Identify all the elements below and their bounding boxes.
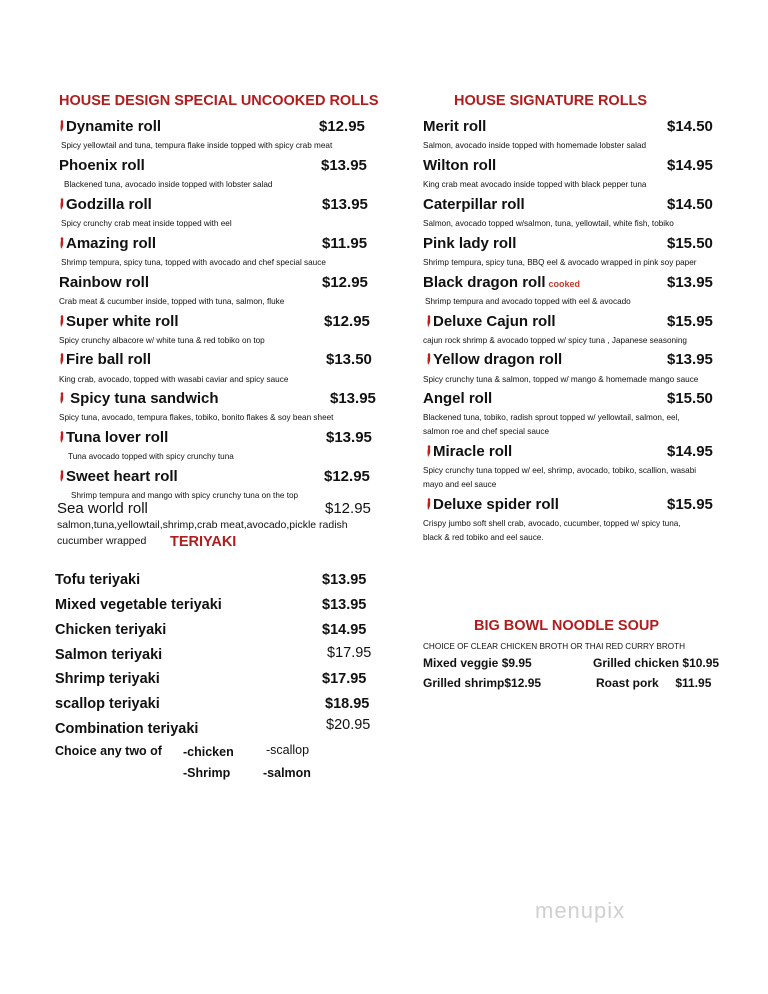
choice-option: -chicken <box>183 745 234 759</box>
menu-item-price: $12.95 <box>325 500 371 517</box>
menu-item-desc: black & red tobiko and eel sauce. <box>423 533 544 542</box>
menu-item-name: Super white roll <box>59 313 179 330</box>
menu-item-desc: salmon,tuna,yellowtail,shrimp,crab meat,avocado,pickle radish <box>57 519 348 531</box>
menu-item-desc: King crab meat avocado inside topped with black pepper tuna <box>423 180 647 189</box>
chili-pepper-icon <box>59 198 65 210</box>
menu-item-name: Sea world roll <box>57 500 148 517</box>
menu-item-name: Black dragon roll cooked <box>423 274 581 291</box>
menu-item-price: $15.50 <box>667 235 713 252</box>
teriyaki-item-name: Chicken teriyaki <box>55 622 167 638</box>
menu-item-name: Tuna lover roll <box>59 429 168 446</box>
teriyaki-item-price: $18.95 <box>325 696 370 712</box>
teriyaki-item-price: $13.95 <box>322 597 367 613</box>
chili-pepper-icon <box>59 392 65 404</box>
chili-pepper-icon <box>59 315 65 327</box>
teriyaki-item-price: $20.95 <box>326 717 371 733</box>
teriyaki-item-name: Combination teriyaki <box>55 721 199 737</box>
menu-item-desc: Blackened tuna, tobiko, radish sprout topped w/ yellowtail, salmon, eel, <box>423 413 680 422</box>
menu-item-name: Wilton roll <box>423 157 497 174</box>
menu-item-desc: Spicy crunchy crab meat inside topped with eel <box>61 219 232 228</box>
menu-item-desc: Crispy jumbo soft shell crab, avocado, cucumber, topped w/ spicy tuna, <box>423 519 681 528</box>
teriyaki-item-price: $13.95 <box>322 572 367 588</box>
menu-item-price: $14.50 <box>667 118 713 135</box>
teriyaki-item-name: scallop teriyaki <box>55 696 160 712</box>
noodle-item: Roast pork $11.95 <box>596 676 712 690</box>
chili-pepper-icon <box>426 315 432 327</box>
menu-item-name: Fire ball roll <box>59 351 151 368</box>
menu-item-desc: Crab meat & cucumber inside, topped with tuna, salmon, fluke <box>59 297 285 306</box>
menu-item-desc: Salmon, avocado inside topped with homemade lobster salad <box>423 141 647 150</box>
menu-item-desc: Spicy crunchy albacore w/ white tuna & red tobiko on top <box>59 336 265 345</box>
menu-item-desc: salmon roe and chef special sauce <box>423 427 550 436</box>
chili-pepper-icon <box>426 445 432 457</box>
menu-item-name: Angel roll <box>423 390 493 407</box>
noodle-item: Grilled chicken $10.95 <box>593 656 720 670</box>
menu-item-price: $12.95 <box>324 468 370 485</box>
menu-item-price: $14.95 <box>667 443 713 460</box>
menu-item-desc: Tuna avocado topped with spicy crunchy tuna <box>68 452 234 461</box>
menu-item-desc: Spicy tuna, avocado, tempura flakes, tobiko, bonito flakes & soy bean sheet <box>59 413 334 422</box>
menu-item-desc: cajun rock shrimp & avocado topped w/ spicy tuna , Japanese seasoning <box>423 336 687 345</box>
menu-item-price: $14.50 <box>667 196 713 213</box>
menu-item-name: Rainbow roll <box>59 274 149 291</box>
menu-item-price: $13.50 <box>326 351 372 368</box>
menu-item-name: Phoenix roll <box>59 157 145 174</box>
cooked-note: cooked <box>548 279 581 289</box>
menu-item-name: Spicy tuna sandwich <box>59 390 219 407</box>
menu-item-desc: Shrimp tempura, spicy tuna, BBQ eel & avocado wrapped in pink soy paper <box>423 258 697 267</box>
teriyaki-item-price: $14.95 <box>322 622 367 638</box>
menu-item-name: Yellow dragon roll <box>426 351 562 368</box>
menu-item-name: Pink lady roll <box>423 235 517 252</box>
menu-item-desc: Spicy crunchy tuna topped w/ eel, shrimp, avocado, tobiko, scallion, wasabi <box>423 466 697 475</box>
menu-item-price: $13.95 <box>322 196 368 213</box>
menu-item-name: Miracle roll <box>426 443 512 460</box>
menu-item-price: $15.95 <box>667 496 713 513</box>
menu-item-price: $13.95 <box>330 390 376 407</box>
noodle-heading: BIG BOWL NOODLE SOUP <box>474 618 660 634</box>
menu-item-desc: Shrimp tempura, spicy tuna, topped with avocado and chef special sauce <box>61 258 326 267</box>
menu-item-price: $15.50 <box>667 390 713 407</box>
menu-item-price: $15.95 <box>667 313 713 330</box>
menu-item-price: $12.95 <box>322 274 368 291</box>
chili-pepper-icon <box>59 353 65 365</box>
menu-item-price: $11.95 <box>322 235 368 252</box>
noodle-subheading: CHOICE OF CLEAR CHICKEN BROTH OR THAI RED CURRY BROTH <box>423 642 686 651</box>
chili-pepper-icon <box>426 353 432 365</box>
menu-item-desc: Blackened tuna, avocado inside topped with lobster salad <box>64 180 273 189</box>
teriyaki-item-name: Mixed vegetable teriyaki <box>55 597 222 613</box>
menu-item-name: Dynamite roll <box>59 118 161 135</box>
chili-pepper-icon <box>59 431 65 443</box>
menu-item-price: $14.95 <box>667 157 713 174</box>
teriyaki-item-name: Shrimp teriyaki <box>55 671 160 687</box>
chili-pepper-icon <box>59 470 65 482</box>
menu-item-name: Deluxe spider roll <box>426 496 559 513</box>
teriyaki-item-name: Tofu teriyaki <box>55 572 141 588</box>
menu-item-desc: Spicy crunchy tuna & salmon, topped w/ mango & homemade mango sauce <box>423 375 699 384</box>
chili-pepper-icon <box>426 498 432 510</box>
menu-item-price: $13.95 <box>326 429 372 446</box>
teriyaki-item-price: $17.95 <box>322 671 367 687</box>
choice-label: Choice any two of <box>55 744 162 758</box>
menu-item-name: Caterpillar roll <box>423 196 525 213</box>
menu-item-desc: King crab, avocado, topped with wasabi caviar and spicy sauce <box>59 375 289 384</box>
choice-option: -salmon <box>263 766 311 780</box>
menu-item-price: $13.95 <box>667 351 713 368</box>
menu-item-price: $13.95 <box>667 274 713 291</box>
teriyaki-item-price: $17.95 <box>327 645 372 661</box>
menu-item-name: Godzilla roll <box>59 196 152 213</box>
watermark-logo: menupix <box>535 898 626 923</box>
menu-item-desc: Shrimp tempura and avocado topped with eel & avocado <box>425 297 631 306</box>
menu-item-price: $12.95 <box>319 118 365 135</box>
noodle-item: Mixed veggie $9.95 <box>423 656 532 670</box>
menu-item-desc: Salmon, avocado topped w/salmon, tuna, yellowtail, white fish, tobiko <box>423 219 674 228</box>
menu-item-desc: cucumber wrapped <box>57 535 147 547</box>
teriyaki-item-name: Salmon teriyaki <box>55 647 163 663</box>
signature-heading: HOUSE SIGNATURE ROLLS <box>454 93 648 109</box>
menu-item-desc: mayo and eel sauce <box>423 480 497 489</box>
menu-item-name: Sweet heart roll <box>59 468 178 485</box>
menu-item-price: $12.95 <box>324 313 370 330</box>
choice-option: -Shrimp <box>183 766 231 780</box>
uncooked-heading: HOUSE DESIGN SPECIAL UNCOOKED ROLLS <box>59 93 379 109</box>
menu-item-price: $13.95 <box>321 157 367 174</box>
menu-item-name: Amazing roll <box>59 235 156 252</box>
menu-item-name: Deluxe Cajun roll <box>426 313 556 330</box>
choice-option: -scallop <box>266 743 310 757</box>
noodle-item: Grilled shrimp$12.95 <box>423 676 542 690</box>
chili-pepper-icon <box>59 120 65 132</box>
menu-item-desc: Shrimp tempura and mango with spicy crunchy tuna on the top <box>71 491 299 500</box>
menu-item-desc: Spicy yellowtail and tuna, tempura flake inside topped with spicy crab meat <box>61 141 333 150</box>
teriyaki-heading: TERIYAKI <box>170 534 237 550</box>
chili-pepper-icon <box>59 237 65 249</box>
menu-item-name: Merit roll <box>423 118 487 135</box>
